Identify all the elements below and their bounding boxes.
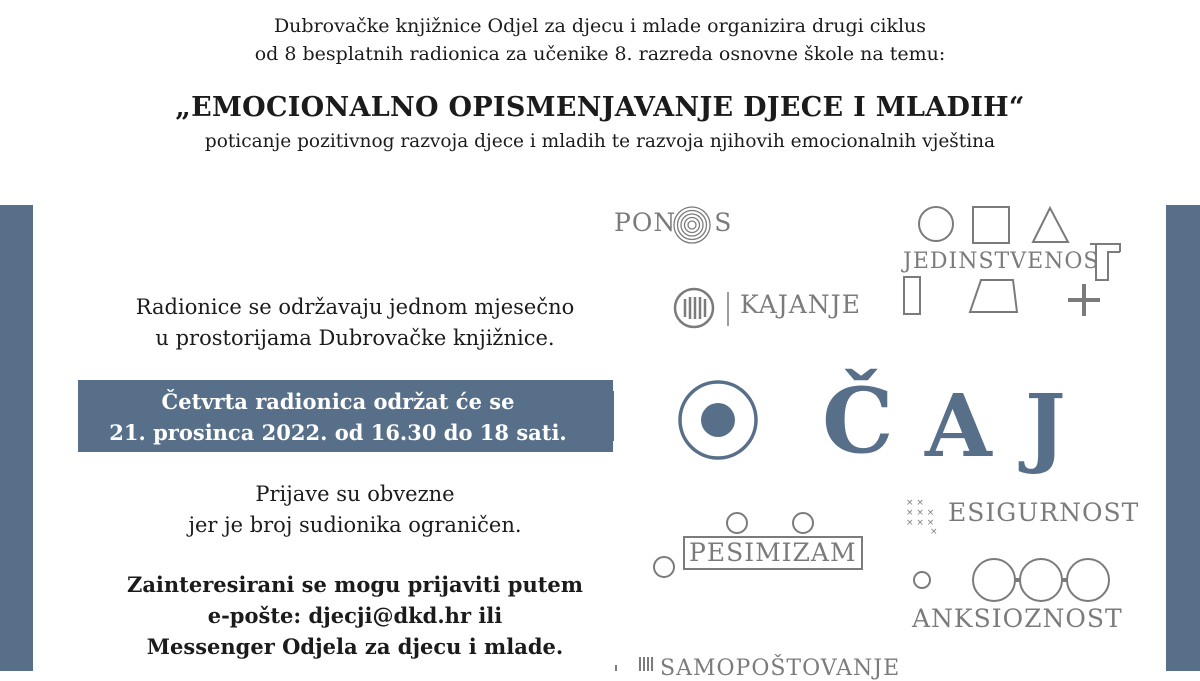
ponos-part-1: PON bbox=[614, 208, 677, 237]
word-anksioznost: ANKSIOZNOST bbox=[912, 604, 1123, 633]
registration-line-2: jer je broj sudionika ograničen. bbox=[188, 513, 522, 537]
x-pattern-icon bbox=[904, 496, 950, 534]
registration-line-1: Prijave su obvezne bbox=[255, 482, 455, 506]
barred-circle-icon bbox=[672, 286, 738, 332]
registration-info bbox=[90, 479, 620, 541]
date-banner-text bbox=[78, 380, 598, 448]
word-nesigurnost: ESIGURNOST bbox=[948, 498, 1140, 527]
word-samopostovanje: SAMOPOŠTOVANJE bbox=[660, 656, 901, 681]
monthly-line-1: Radionice se održavaju jednom mjesečno bbox=[135, 295, 575, 319]
ponos-part-2: S bbox=[714, 208, 733, 237]
svg-text:×: × bbox=[930, 527, 938, 534]
contact-line-3: Messenger Odjela za djecu i mlade. bbox=[146, 634, 564, 659]
banner-fold-shape bbox=[598, 391, 616, 443]
svg-text:× ×: × × bbox=[906, 498, 924, 508]
page-title: „EMOCIONALNO OPISMENJAVANJE DJECE I MLADIH“ bbox=[175, 92, 1025, 123]
letter-c-caron: Č bbox=[822, 368, 894, 474]
page-subtitle: poticanje pozitivnog razvoja djece i mladih te razvoja njihovih emocionalnih vještina bbox=[204, 131, 996, 152]
concentric-circles-icon bbox=[672, 205, 712, 245]
word-jedinstvenost: JEDINSTVENOS bbox=[903, 249, 1100, 274]
contact-line-2: e-pošte: djecji@dkd.hr ili bbox=[207, 603, 503, 628]
letter-j: J bbox=[1025, 376, 1066, 477]
intro-line-1: Dubrovačke knjižnice Odjel za djecu i mlade organizira drugi ciklus bbox=[273, 15, 927, 37]
svg-text:× × ×: × × × bbox=[906, 518, 935, 528]
contact-info bbox=[90, 569, 620, 662]
letter-a: A bbox=[925, 376, 992, 477]
banner-line-1: Četvrta radionica održat će se bbox=[161, 389, 515, 414]
contact-line-1: Zainteresirani se mogu prijaviti putem bbox=[126, 572, 583, 597]
right-accent-bar bbox=[1166, 205, 1200, 671]
intro-line-2: od 8 besplatnih radionica za učenike 8. razreda osnovne škole na temu: bbox=[254, 43, 946, 65]
monthly-info bbox=[90, 292, 620, 354]
glasses-circles-icon bbox=[908, 556, 1118, 606]
intro-text bbox=[0, 12, 1200, 68]
target-circle-icon bbox=[676, 378, 760, 462]
svg-text:× × ×: × × × bbox=[906, 508, 935, 518]
left-accent-bar bbox=[0, 205, 33, 671]
partial-bars-icon bbox=[612, 655, 658, 671]
banner-line-2: 21. prosinca 2022. od 16.30 do 18 sati. bbox=[109, 420, 567, 445]
monthly-line-2: u prostorijama Dubrovačke knjižnice. bbox=[155, 326, 555, 350]
word-pesimizam: PESIMIZAM bbox=[683, 536, 863, 570]
word-kajanje: KAJANJE bbox=[740, 290, 861, 319]
